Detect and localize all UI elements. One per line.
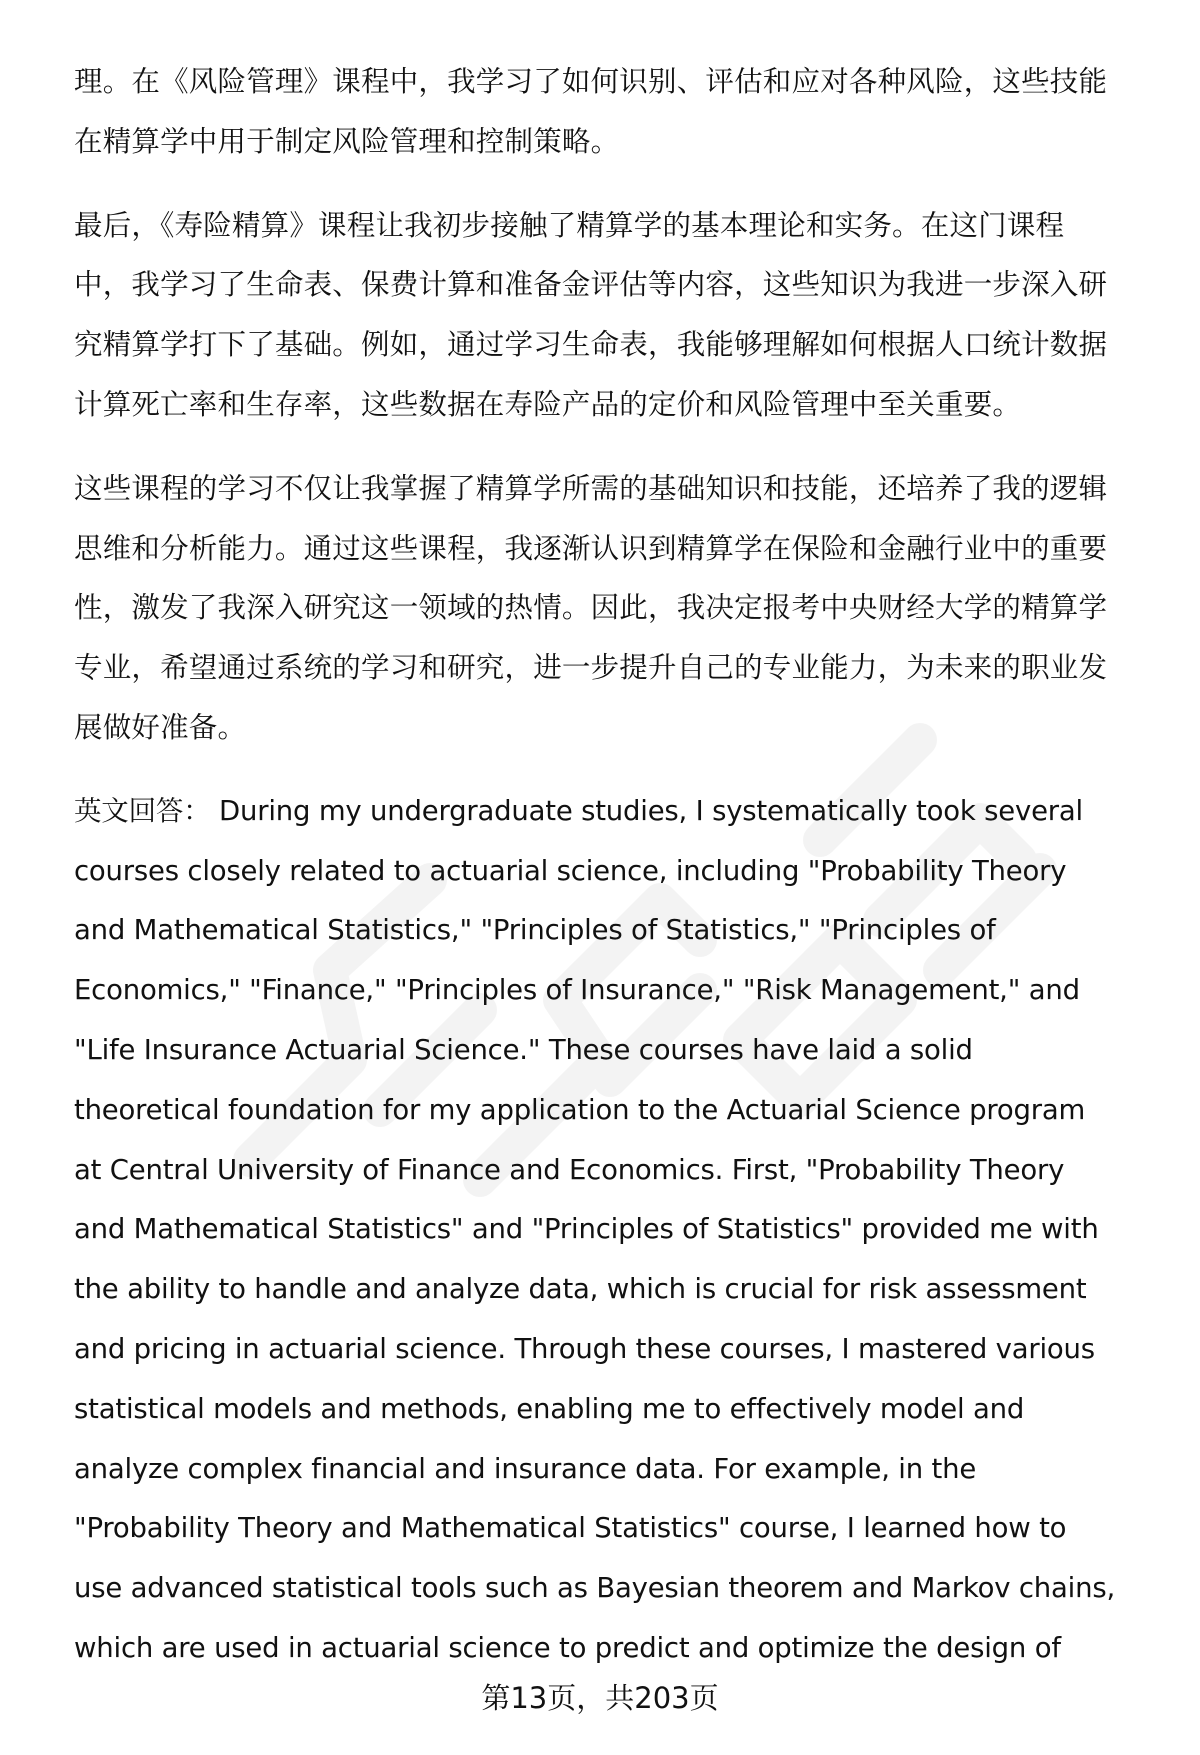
text-line: 性，激发了我深入研究这一领域的热情。因此，我决定报考中央财经大学的精算学 <box>74 591 1108 625</box>
text-line: "Probability Theory and Mathematical Statistics" course, I learned how to <box>74 1512 1067 1545</box>
paragraph-risk-management <box>74 52 1154 172</box>
text-line: at Central University of Finance and Economics. First, "Probability Theory <box>74 1153 1065 1186</box>
text-line: theoretical foundation for my application to the Actuarial Science program <box>74 1093 1086 1126</box>
text-line: Economics," "Finance," "Principles of Insurance," "Risk Management," and <box>74 974 1080 1007</box>
text-line: 最后，《寿险精算》课程让我初步接触了精算学的基本理论和实务。在这门课程 <box>74 208 1065 242</box>
text-line: 理。在《风险管理》课程中，我学习了如何识别、评估和应对各种风险，这些技能 <box>74 65 1108 98</box>
text-line: statistical models and methods, enabling me to effectively model and <box>74 1392 1025 1425</box>
paragraph-english-answer <box>74 782 1154 1679</box>
text-line: 英文回答： During my undergraduate studies, I systematically took several <box>74 794 1083 827</box>
text-line: the ability to handle and analyze data, which is crucial for risk assessment <box>74 1273 1087 1306</box>
text-line: 计算死亡率和生存率，这些数据在寿险产品的定价和风险管理中至关重要。 <box>74 387 1022 421</box>
text-line: use advanced statistical tools such as Bayesian theorem and Markov chains, <box>74 1572 1116 1605</box>
text-line: 中，我学习了生命表、保费计算和准备金评估等内容，这些知识为我进一步深入研 <box>74 268 1108 302</box>
paragraph-life-insurance <box>74 196 1154 435</box>
text-line: and pricing in actuarial science. Through these courses, I mastered various <box>74 1332 1095 1365</box>
document-body <box>74 52 1154 1679</box>
text-line: 在精算学中用于制定风险管理和控制策略。 <box>74 124 620 158</box>
text-line: analyze complex financial and insurance data. For example, in the <box>74 1452 977 1485</box>
paragraph-summary <box>74 459 1154 758</box>
text-line: 思维和分析能力。通过这些课程，我逐渐认识到精算学在保险和金融行业中的重要 <box>74 531 1108 565</box>
text-line: and Mathematical Statistics" and "Principles of Statistics" provided me with <box>74 1213 1099 1246</box>
text-line: 专业，希望通过系统的学习和研究，进一步提升自己的专业能力，为未来的职业发 <box>74 651 1108 685</box>
text-line: and Mathematical Statistics," "Principles of Statistics," "Principles of <box>74 914 996 947</box>
text-line: 展做好准备。 <box>74 710 247 744</box>
text-line: 这些课程的学习不仅让我掌握了精算学所需的基础知识和技能，还培养了我的逻辑 <box>74 471 1108 505</box>
page-number-footer: 第13页，共203页 <box>481 1681 719 1715</box>
text-line: which are used in actuarial science to predict and optimize the design of <box>74 1631 1061 1664</box>
text-line: "Life Insurance Actuarial Science." These courses have laid a solid <box>74 1033 973 1066</box>
text-line: 究精算学打下了基础。例如，通过学习生命表，我能够理解如何根据人口统计数据 <box>74 328 1108 362</box>
text-line: courses closely related to actuarial science, including "Probability Theory <box>74 854 1067 887</box>
